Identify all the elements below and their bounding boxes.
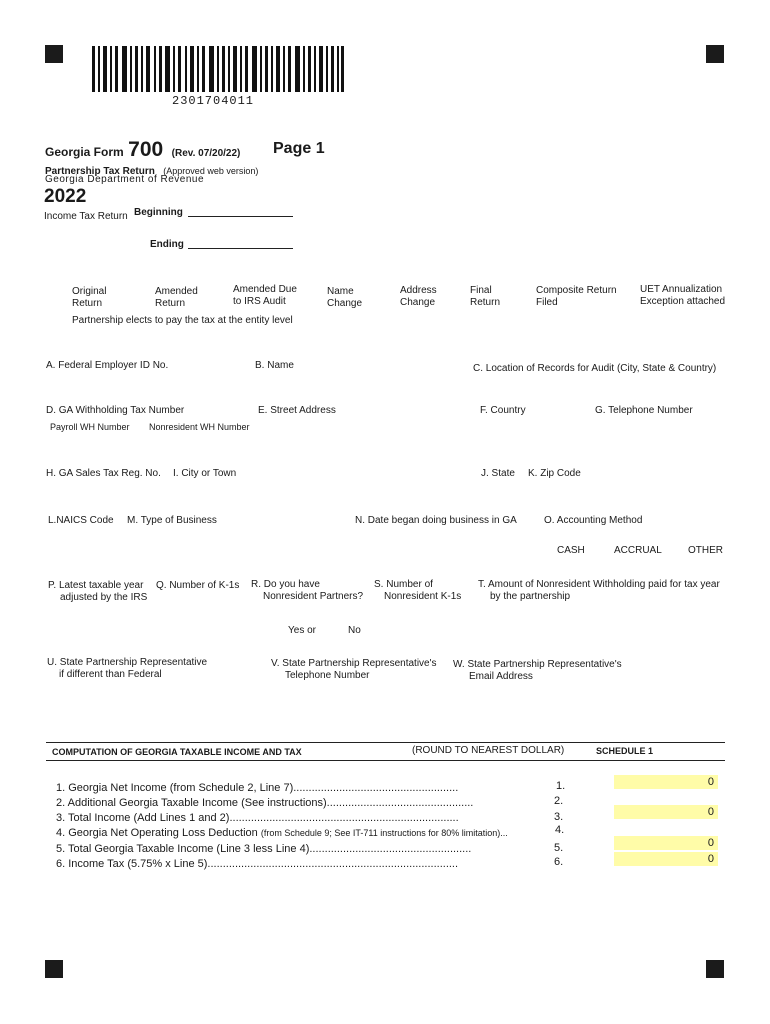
- field-o-label: O. Accounting Method: [544, 515, 643, 526]
- line-1-number: 1.: [556, 780, 566, 792]
- line-4-number: 4.: [555, 824, 565, 836]
- field-n-label: N. Date began doing business in GA: [355, 515, 517, 526]
- line-4-description: [56, 827, 508, 839]
- field-j-label: J. State: [481, 468, 515, 479]
- line-6-description: 6. Income Tax (5.75% x Line 5)..................................................................................: [56, 858, 459, 870]
- line-5-description: 5. Total Georgia Taxable Income (Line 3 less Line 4).....................................................: [56, 843, 472, 855]
- beginning-label: Beginning: [134, 207, 183, 218]
- schedule-label: SCHEDULE 1: [596, 746, 654, 756]
- return-type-original[interactable]: [72, 286, 106, 310]
- return-type-uet-annualization[interactable]: [640, 284, 725, 308]
- return-type-label-line2: Filed: [536, 297, 558, 308]
- line-1-amount: 0: [707, 776, 714, 788]
- line-5-amount: 0: [707, 837, 714, 849]
- payroll-wh-label: Payroll WH Number: [50, 422, 130, 432]
- field-h-label: H. GA Sales Tax Reg. No.: [46, 468, 161, 479]
- field-s-line1: S. Number of: [374, 579, 433, 590]
- tax-year: 2022: [44, 186, 87, 207]
- line-3-amount: 0: [707, 806, 714, 818]
- return-type-label-line2: Return: [470, 297, 501, 308]
- income-tax-return-label: Income Tax Return: [44, 211, 128, 222]
- field-t-line1: T. Amount of Nonresident Withholding paid for tax year: [478, 579, 720, 590]
- return-type-label-line2: Change: [400, 297, 436, 308]
- line-6-number: 6.: [554, 856, 564, 868]
- return-type-label-line1: Amended: [155, 286, 198, 297]
- registration-mark-bottom-right: [706, 960, 724, 978]
- field-r-line2: Nonresident Partners?: [263, 591, 364, 602]
- field-w-line1: W. State Partnership Representative's: [453, 659, 622, 670]
- field-f-label: F. Country: [480, 405, 526, 416]
- return-type-label-line1: Amended Due: [233, 284, 297, 295]
- field-s-line2: Nonresident K-1s: [384, 591, 462, 602]
- line-2-description: 2. Additional Georgia Taxable Income (See instructions)................................................: [56, 797, 474, 809]
- return-type-address-change[interactable]: [400, 285, 437, 309]
- return-title-text: Partnership Tax Return: [45, 166, 155, 177]
- return-type-label-line1: Name: [327, 286, 354, 297]
- line-1-description: 1. Georgia Net Income (from Schedule 2, Line 7)......................................................: [56, 782, 459, 794]
- round-note: (ROUND TO NEAREST DOLLAR): [412, 745, 565, 756]
- field-p-label: [48, 580, 147, 604]
- registration-mark-top-left: [45, 45, 63, 63]
- line-5-amount-field[interactable]: [614, 836, 718, 850]
- ending-label: Ending: [150, 239, 184, 250]
- field-w-line2: Email Address: [469, 671, 533, 682]
- field-p-line1: P. Latest taxable year: [48, 580, 144, 591]
- field-c-label: C. Location of Records for Audit (City, State & Country): [473, 363, 717, 374]
- line-3-number: 3.: [554, 811, 564, 823]
- field-b-label: B. Name: [255, 360, 294, 371]
- field-w-label: [453, 659, 622, 683]
- field-k-label: K. Zip Code: [528, 468, 581, 479]
- registration-mark-top-right: [706, 45, 724, 63]
- method-accrual-option[interactable]: ACCRUAL: [614, 545, 662, 556]
- barcode: [92, 46, 344, 92]
- department: Georgia Department of Revenue: [45, 174, 205, 185]
- line-3-description: 3. Total Income (Add Lines 1 and 2)...........................................................................: [56, 812, 459, 824]
- form-revision: (Rev. 07/20/22): [171, 148, 241, 159]
- return-type-label-line1: Composite Return: [536, 285, 617, 296]
- field-l-label: L.NAICS Code: [48, 515, 114, 526]
- field-a-label: A. Federal Employer ID No.: [46, 360, 169, 371]
- entity-level-election[interactable]: Partnership elects to pay the tax at the entity level: [72, 315, 293, 326]
- return-type-label-line1: Address: [400, 285, 437, 296]
- return-type-amended[interactable]: [155, 286, 198, 310]
- form-number: 700: [128, 138, 164, 161]
- nonresident-no-option[interactable]: No: [348, 625, 361, 636]
- return-type-label-line2: to IRS Audit: [233, 296, 286, 307]
- computation-top-rule: [46, 742, 725, 743]
- return-type-composite[interactable]: [536, 285, 617, 309]
- return-type-amended-irs-audit[interactable]: [233, 284, 297, 308]
- field-e-label: E. Street Address: [258, 405, 336, 416]
- nonresident-wh-label: Nonresident WH Number: [149, 422, 250, 432]
- line-2-number: 2.: [554, 795, 564, 807]
- return-type-label-line2: Exception attached: [640, 296, 726, 307]
- field-v-line1: V. State Partnership Representative's: [271, 658, 437, 669]
- return-type-label-line1: UET Annualization: [640, 284, 723, 295]
- line-5-number: 5.: [554, 842, 564, 854]
- line-6-amount-field[interactable]: [614, 852, 718, 866]
- field-v-line2: Telephone Number: [285, 670, 370, 681]
- beginning-field[interactable]: [188, 216, 293, 217]
- approved-note: (Approved web version): [163, 166, 259, 176]
- line-6-amount: 0: [707, 853, 714, 865]
- field-u-line1: U. State Partnership Representative: [47, 657, 208, 668]
- field-d-label: D. GA Withholding Tax Number: [46, 405, 185, 416]
- method-other-option[interactable]: OTHER: [688, 545, 723, 556]
- return-type-label-line1: Final: [470, 285, 492, 296]
- method-cash-option[interactable]: CASH: [557, 545, 585, 556]
- return-type-label-line1: Original: [72, 286, 107, 297]
- computation-title: COMPUTATION OF GEORGIA TAXABLE INCOME AND TAX: [52, 747, 302, 757]
- field-r-label: [251, 579, 363, 603]
- line-4-note: (from Schedule 9; See IT-711 instructions for 80% limitation)...: [260, 828, 508, 838]
- form-title: [45, 138, 240, 162]
- return-type-final[interactable]: [470, 285, 500, 309]
- page-label: Page 1: [273, 140, 325, 157]
- computation-header-rule: [46, 760, 725, 761]
- form-prefix: Georgia Form: [45, 145, 124, 159]
- field-p-line2: adjusted by the IRS: [60, 592, 148, 603]
- nonresident-yes-option[interactable]: Yes or: [288, 625, 316, 636]
- field-u-label: [47, 657, 207, 681]
- field-v-label: [271, 658, 437, 682]
- field-t-label: [478, 579, 720, 603]
- field-u-line2: if different than Federal: [59, 669, 162, 680]
- registration-mark-bottom-left: [45, 960, 63, 978]
- ending-field[interactable]: [188, 248, 293, 249]
- field-t-line2: by the partnership: [490, 591, 571, 602]
- line-1-amount-field[interactable]: [614, 775, 718, 789]
- line-3-amount-field[interactable]: [614, 805, 718, 819]
- return-type-label-line2: Return: [155, 298, 186, 309]
- return-type-name-change[interactable]: [327, 286, 362, 310]
- return-type-label-line2: Return: [72, 298, 103, 309]
- field-q-label: Q. Number of K-1s: [156, 580, 240, 591]
- line-4-text: 4. Georgia Net Operating Loss Deduction: [56, 827, 258, 839]
- field-m-label: M. Type of Business: [127, 515, 217, 526]
- field-r-line1: R. Do you have: [251, 579, 320, 590]
- return-type-label-line2: Change: [327, 298, 363, 309]
- field-i-label: I. City or Town: [173, 468, 237, 479]
- barcode-number: 2301704011: [172, 94, 255, 108]
- field-s-label: [374, 579, 461, 603]
- field-g-label: G. Telephone Number: [595, 405, 693, 416]
